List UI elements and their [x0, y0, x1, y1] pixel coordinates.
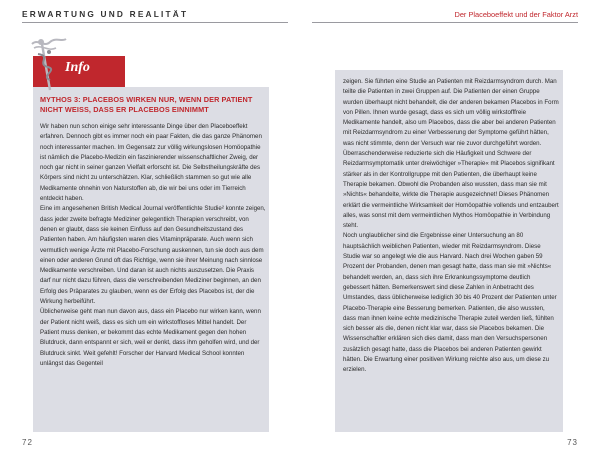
caduceus-icon — [28, 34, 68, 92]
page-number-left: 72 — [22, 438, 33, 447]
header-rule-left — [22, 22, 288, 23]
continuation-box-body — [343, 77, 559, 376]
info-paragraph: Wir haben nun schon einige sehr interessante Dinge über den Placeboeffekt erfahren. Dennoch gibt es immer noch ein paar Fakten, die das ganze Phänomen noch interessanter machen. Im Gegensatz zur völlig wirkungslosen Homöopathie ist nämlich die Placebo-Medizin ein faszinierender wissenschaftlicher Zweig, der noch gar nicht in seiner ganzen Vielfalt erforscht ist. Die Selbstheilungskräfte des Körpers sind nicht zu unterschätzen. Klar, schließlich stammen so gut wie alle Medikamente ohnehin von Naturstoffen ab, die wir bei uns oder im Tierreich entdeckt haben. — [40, 123, 262, 203]
continuation-paragraph: zeigen. Sie führten eine Studie an Patienten mit Reizdarmsyndrom durch. Man teilte die Patienten in zwei Gruppen auf. Die Patienten der einen Gruppe wurden überhaupt nicht behandelt, die der anderen bekamen Placebos in Form von Pillen. Ihnen wurde gesagt, dass es sich um völlig wirkstofffreie Medikamente handelt, also um Placebos, dass die aber bei anderen Patienten mit Reizdarmsyndrom zu einer Verbesserung der Symptome geführt hätten, was nicht stimmte, denn der Versuch war nie zuvor durchgeführt worden. Überraschenderweise reduzierte sich die Häufigkeit und Schwere der Reizdarmsymptomatik unter dreiwöchiger »Therapie« mit Placebos signifikant stärker als in der Kontrollgruppe mit den Patienten, die überhaupt keine Therapie bekamen. Obwohl die Probanden also wussten, dass man sie mit »Nichts« behandelte, wirkte die Therapie ausgezeichnet! Dieses Phänomen erklärt die vermeintliche Wirksamkeit der Homöopathie vollends und entzaubert alles, was sonst mit dem vermeintlichen Mythos Homöopathie in Verbindung steht. — [343, 78, 559, 230]
header-rule-right — [312, 22, 578, 23]
info-paragraph: Eine im angesehenen British Medical Journal veröffentlichte Studie² konnte zeigen, dass jeder zweite befragte Mediziner gelegentlich Therapien verschreibt, von denen er glaubt, dass sie keinen Einfluss auf den Gesundheitszustand des Patienten haben. Am häufigsten waren dies Vitaminpräparate. Auch wenn sich vermutlich wenige Ärzte mit Placebo-Forschung auskennen, tun sie doch aus dem einen oder anderen Grund oft das Richtige, wenn sie ihrer Meinung nach sinnlose Medikamente verschreiben. Und daran ist auch nichts auszusetzen. Die Praxis darf nur nicht dazu führen, dass die verschreibenden Mediziner beginnen, an den Erfolg des Präparates zu glauben, wenn es der Erfolg des Placebos ist, der die Wirkung herbeiführt. — [40, 205, 266, 306]
info-box-title: MYTHOS 3: PLACEBOS WIRKEN NUR, WENN DER PATIENT NICHT WEISS, DASS ER PLACEBOS EINNIMMT — [40, 95, 253, 114]
info-label: Info — [65, 60, 90, 75]
info-box-body — [40, 122, 266, 369]
info-paragraph: Üblicherweise geht man nun davon aus, dass ein Placebo nur wirken kann, wenn der Patient nicht weiß, dass es sich um ein wirkstoffloses Mittel handelt. Der Patient muss denken, er bekommt das echte Medikament gegen den hohen Blutdruck, dann entspannt er sich, weil er denkt, dass ihm geholfen wird, und der Blutdruck sinkt. Weit gefehlt! Forscher der Harvard Medical School konnten unlängst das Gegenteil — [40, 308, 261, 367]
page-number-right: 73 — [567, 438, 578, 447]
continuation-paragraph: Noch unglaublicher sind die Ergebnisse einer Untersuchung an 80 hauptsächlich weiblichen Patienten, wieder mit Reizdarmsyndrom. Diese Studie war so angelegt wie die aus Harvard. Nach drei Wochen gaben 59 Prozent der Probanden, denen man gesagt hatte, dass man sie mit »Nichts« behandelt werden, an, dass sich ihre Erkrankungssymptome deutlich gebessert hätten. Bemerkenswert sind diese Zahlen in Anbetracht des Umstandes, dass üblicherweise lediglich 30 bis 40 Prozent der Patienten unter Placebo-Therapie eine Besserung bemerken. Patienten, die also wussten, dass man ihnen keine echte medizinische Therapie zuteil werden ließ, fühlten sich besser als die, denen nicht klar war, dass sie Placebos bekamen. Die Wissenschaftler erklären sich dies damit, dass man den Versuchspersonen zusätzlich gesagt hatte, dass die Placebos bei anderen Patienten gewirkt hätten. Die Erwartung einer positiven Wirkung reichte also aus, um diese zu erzielen. — [343, 232, 557, 374]
running-header-right: Der Placeboeffekt und der Faktor Arzt — [454, 10, 578, 19]
running-header-left: ERWARTUNG UND REALITÄT — [22, 9, 189, 19]
